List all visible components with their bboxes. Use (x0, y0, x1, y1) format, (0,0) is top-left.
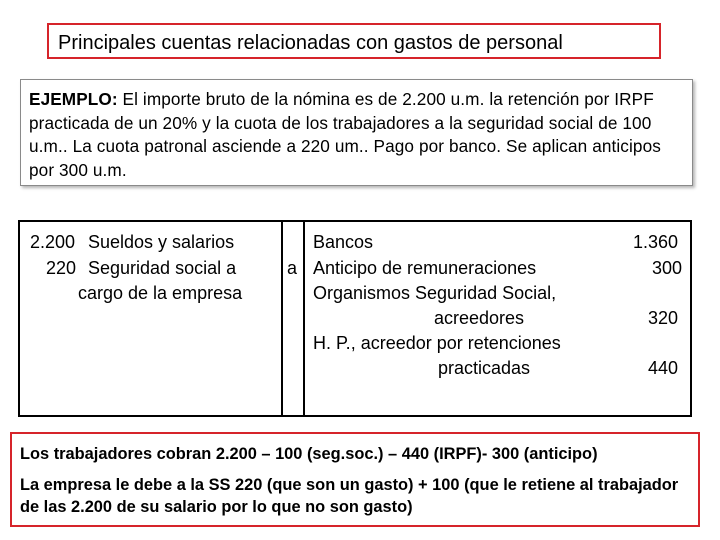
credit-amount-banks: 1.360 (632, 232, 678, 252)
credit-account-banks: Bancos (313, 232, 374, 252)
credit-amount-ss-creditors: 320 (647, 308, 678, 328)
credit-account-advances: Anticipo de remuneraciones (313, 258, 537, 278)
column-divider-right (303, 222, 305, 415)
debit-account-salaries: Sueldos y salarios (88, 232, 235, 252)
explanation-notes (10, 432, 700, 527)
credit-account-ss-creditors: Organismos Seguridad Social, (313, 283, 557, 303)
credit-account-tax-withholdings: H. P., acreedor por retenciones (313, 333, 561, 353)
debit-amount-social-security: 220 (46, 258, 77, 278)
debit-account-social-security-cont: cargo de la empresa (78, 283, 243, 303)
example-text: El importe bruto de la nómina es de 2.200 u.m. la retención por IRPF practicada de un 20% y la cuota de los trabajadores a la seguridad social de 100 u.m.. La cuota patronal asciende a 220 um.. Pago por banco. Se aplican anticipos por 300 u.m. (29, 89, 661, 180)
journal-entry (18, 220, 692, 417)
credit-amount-advances: 300 (651, 258, 682, 278)
slide-title: Principales cuentas relacionadas con gastos de personal (47, 23, 661, 59)
example-label: EJEMPLO: (29, 89, 118, 109)
note-company-owes: La empresa le debe a la SS 220 (que son un gasto) + 100 (que le retiene al trabajador de las 2.200 de su salario por lo que no son gasto) (20, 476, 679, 516)
credit-account-tax-withholdings-cont: practicadas (438, 358, 531, 378)
credit-amount-tax-withholdings: 440 (647, 358, 678, 378)
entry-separator: a (287, 258, 298, 278)
column-divider-left (281, 222, 283, 415)
credit-account-ss-creditors-cont: acreedores (434, 308, 525, 328)
debit-amount-salaries: 2.200 (30, 232, 76, 252)
debit-account-social-security: Seguridad social a (88, 258, 237, 278)
note-workers-receive: Los trabajadores cobran 2.200 – 100 (seg.soc.) – 440 (IRPF)- 300 (anticipo) (20, 445, 598, 463)
example-statement (20, 79, 693, 186)
